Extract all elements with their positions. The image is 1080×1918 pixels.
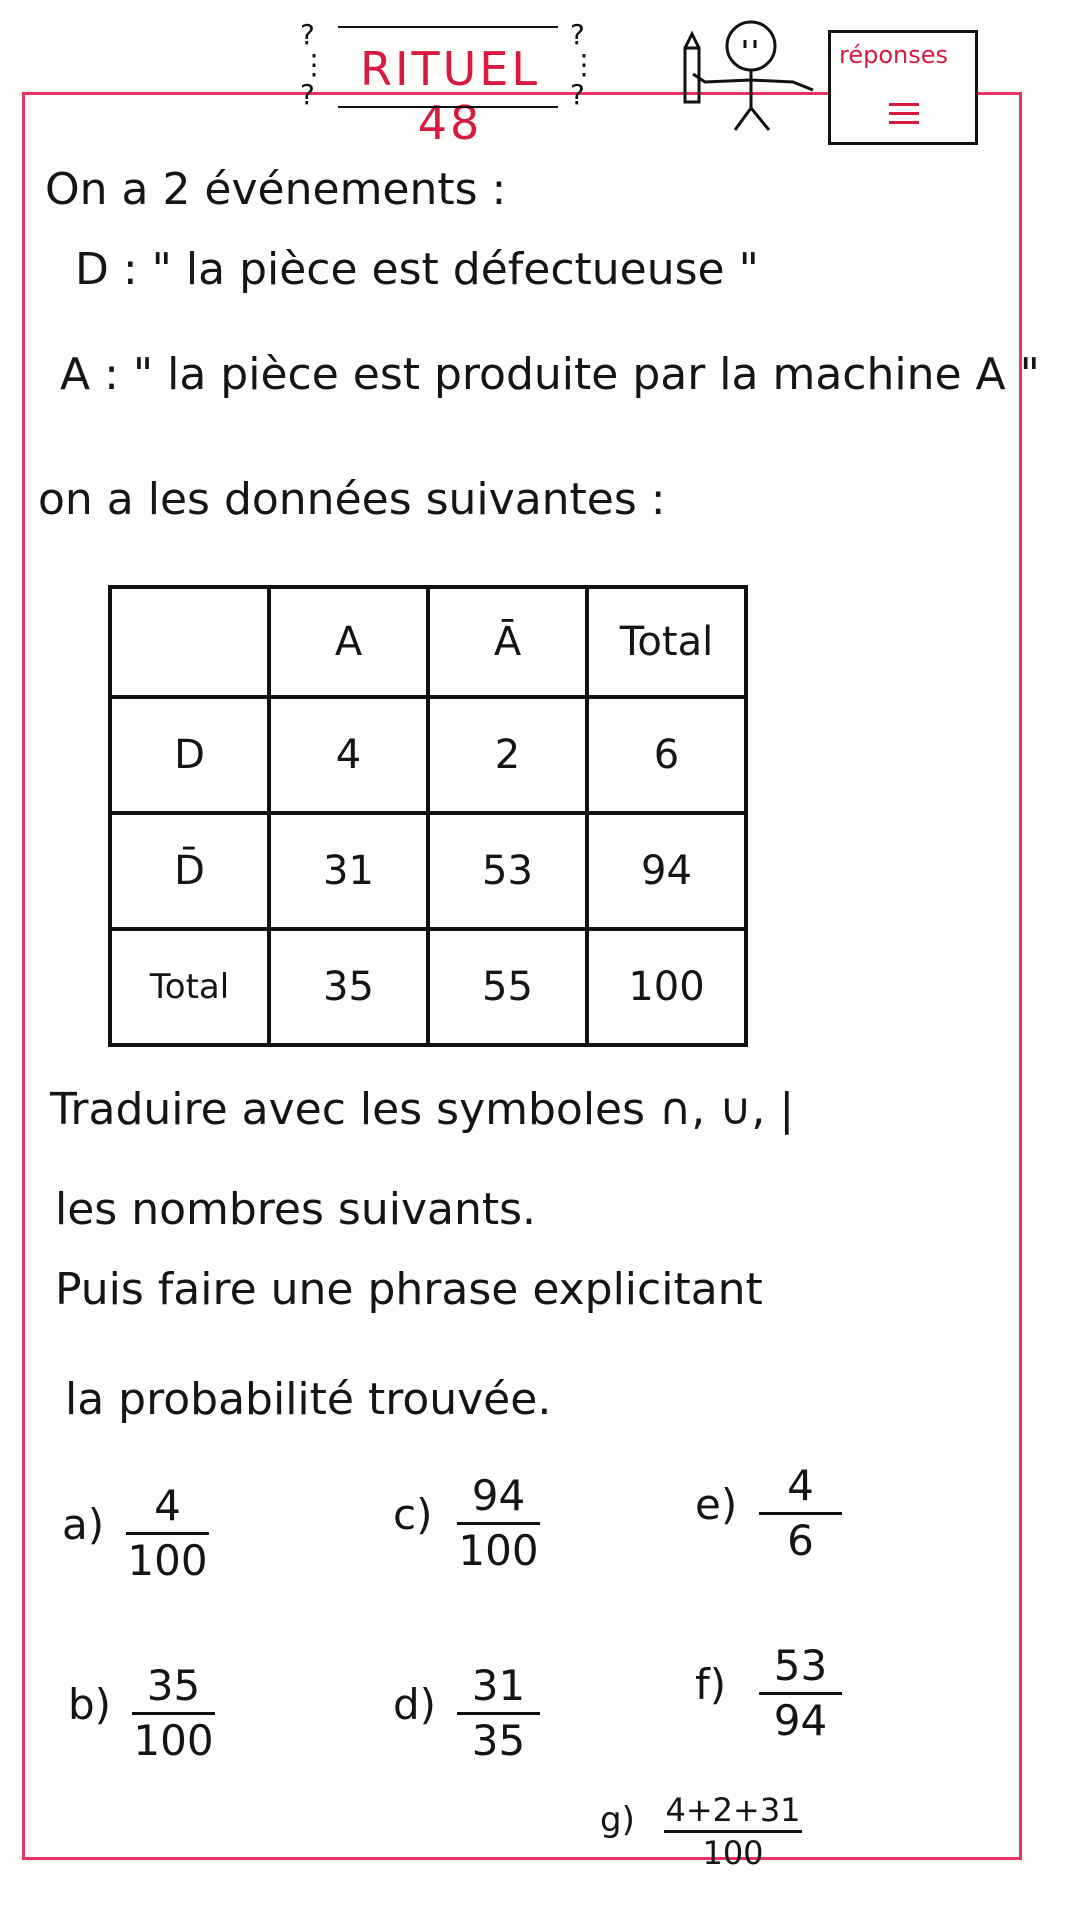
title-underline-top xyxy=(338,26,558,28)
fraction-numerator: 4 xyxy=(154,1481,181,1530)
fraction-denominator: 6 xyxy=(787,1516,814,1565)
answers-box[interactable] xyxy=(828,30,978,145)
table-cell: 94 xyxy=(587,813,746,929)
table-header-row xyxy=(110,587,746,697)
title-underline-bottom xyxy=(338,106,558,108)
contingency-table xyxy=(108,585,748,1047)
table-row xyxy=(110,813,746,929)
fraction-letter: f) xyxy=(695,1660,727,1709)
table-cell: 55 xyxy=(428,929,587,1045)
intro-text: On a 2 événements : xyxy=(45,164,507,215)
title-block xyxy=(300,18,600,150)
fraction-denominator: 100 xyxy=(702,1834,764,1872)
table-row-label: Total xyxy=(110,929,269,1045)
fraction-numerator: 4 xyxy=(787,1461,814,1510)
fraction-letter: a) xyxy=(62,1500,105,1549)
table-row-label: D xyxy=(110,697,269,813)
answers-lines-icon xyxy=(889,97,919,130)
fraction xyxy=(120,1480,215,1587)
fraction-letter: e) xyxy=(695,1480,738,1529)
answers-label: réponses xyxy=(839,41,949,69)
fraction xyxy=(753,1640,848,1747)
fraction-denominator: 100 xyxy=(127,1536,208,1585)
instruction-line-2: les nombres suivants. xyxy=(55,1184,536,1235)
fraction-letter: d) xyxy=(393,1680,437,1729)
data-intro: on a les données suivantes : xyxy=(38,474,666,525)
fraction-denominator: 35 xyxy=(471,1716,526,1765)
fraction-denominator: 100 xyxy=(133,1716,214,1765)
table-cell: 2 xyxy=(428,697,587,813)
fraction xyxy=(658,1790,808,1873)
table-cell xyxy=(110,587,269,697)
fraction-denominator: 100 xyxy=(458,1526,539,1575)
fraction-numerator: 4+2+31 xyxy=(665,1791,801,1829)
fraction-letter: g) xyxy=(600,1800,635,1840)
instruction-line-3: Puis faire une phrase explicitant xyxy=(55,1264,763,1315)
table-cell: 4 xyxy=(269,697,428,813)
instruction-line-4: la probabilité trouvée. xyxy=(65,1374,552,1425)
question-marks-right: ? ⋮ ? xyxy=(570,18,598,111)
fraction-numerator: 94 xyxy=(471,1471,526,1520)
instruction-line-1: Traduire avec les symboles ∩, ∪, | xyxy=(50,1084,795,1135)
table-row-label: D̄ xyxy=(110,813,269,929)
table-cell: 53 xyxy=(428,813,587,929)
event-d: D : " la pièce est défectueuse " xyxy=(75,244,759,295)
table-cell: 100 xyxy=(587,929,746,1045)
table-cell: 6 xyxy=(587,697,746,813)
fraction xyxy=(451,1660,546,1767)
teacher-drawing-icon xyxy=(665,18,840,138)
fraction-numerator: 53 xyxy=(773,1641,828,1690)
table-header-cell: A xyxy=(269,587,428,697)
fraction xyxy=(753,1460,848,1567)
fraction-numerator: 35 xyxy=(146,1661,201,1710)
fraction-denominator: 94 xyxy=(773,1696,828,1745)
page-title: RITUEL 48 xyxy=(360,42,540,150)
fraction-letter: b) xyxy=(68,1680,112,1729)
table-header-cell: Total xyxy=(587,587,746,697)
fraction xyxy=(451,1470,546,1577)
event-a: A : " la pièce est produite par la machine A " xyxy=(60,349,1040,400)
table-row xyxy=(110,697,746,813)
fraction-numerator: 31 xyxy=(471,1661,526,1710)
table-header-cell: Ā xyxy=(428,587,587,697)
fraction xyxy=(126,1660,221,1767)
question-marks-left: ? ⋮ ? xyxy=(300,18,328,111)
fraction-letter: c) xyxy=(393,1490,433,1539)
table-cell: 31 xyxy=(269,813,428,929)
table-cell: 35 xyxy=(269,929,428,1045)
table-row xyxy=(110,929,746,1045)
